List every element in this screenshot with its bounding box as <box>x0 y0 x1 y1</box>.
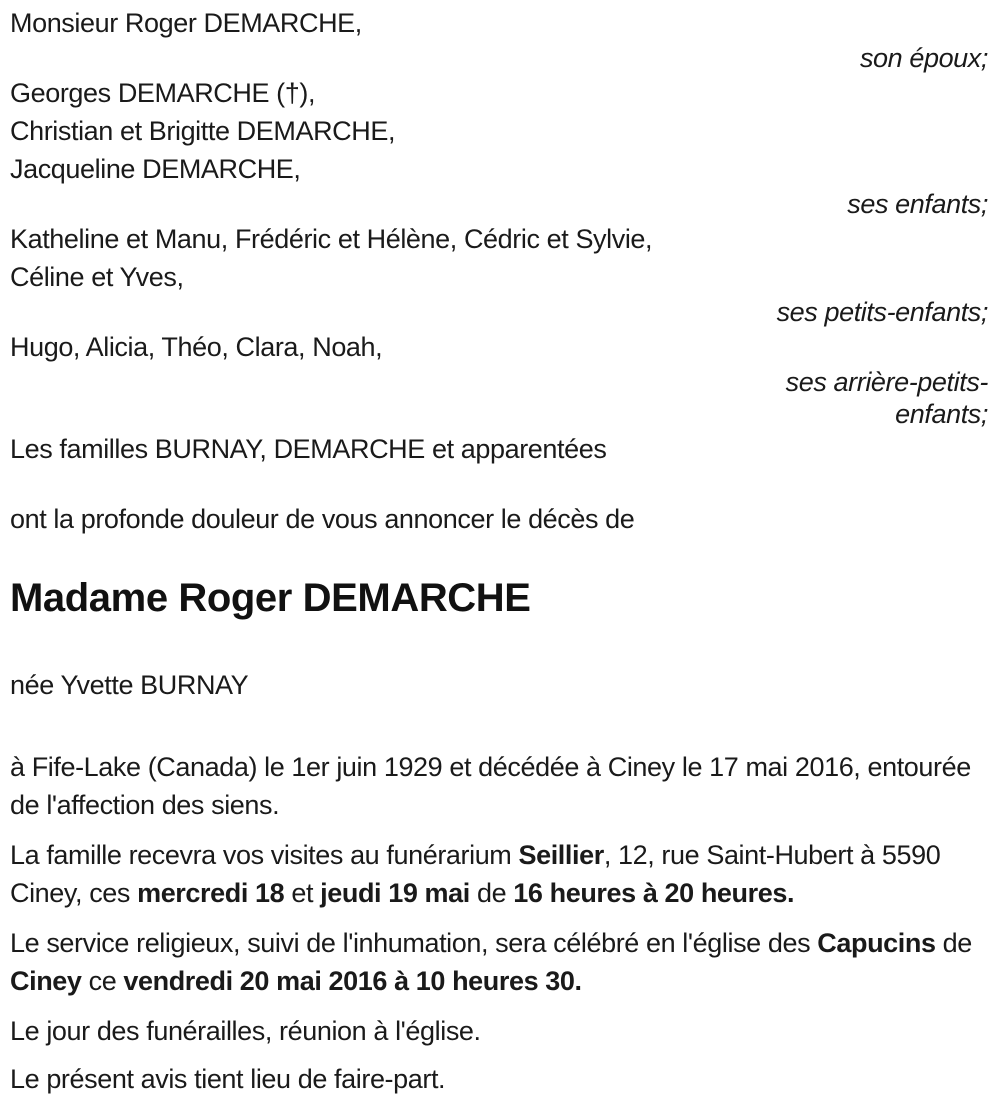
relatives-group-spouse <box>10 4 988 74</box>
relative-name-line: Katheline et Manu, Frédéric et Hélène, Cédric et Sylvie, <box>10 224 653 254</box>
relation-label-spouse: son époux; <box>859 43 988 73</box>
relative-name-line: Georges DEMARCHE (†), <box>10 78 316 108</box>
relation-label-great-grandchildren: ses arrière-petits-enfants; <box>785 367 988 429</box>
relatives-group-great-grandchildren <box>10 328 988 430</box>
funeral-day-line: Le jour des funérailles, réunion à l'église. <box>10 1016 481 1046</box>
relative-name-line: Hugo, Alicia, Théo, Clara, Noah, <box>10 332 383 362</box>
relative-name-line: Céline et Yves, <box>10 262 184 292</box>
relative-name-line: Jacqueline DEMARCHE, <box>10 154 301 184</box>
relatives-group-grandchildren <box>10 220 988 328</box>
announcement-line: ont la profonde douleur de vous annoncer le décès de <box>10 504 635 534</box>
families-line: Les familles BURNAY, DEMARCHE et apparentées <box>10 434 607 464</box>
visitation-paragraph: La famille recevra vos visites au funérarium Seillier, 12, rue Saint-Hubert à 5590 Ciney, ces mercredi 18 et jeudi 19 mai de 16 heures à 20 heures. <box>10 840 941 908</box>
service-paragraph: Le service religieux, suivi de l'inhumation, sera célébré en l'église des Capucins de Ciney ce vendredi 20 mai 2016 à 10 heures 30. <box>10 928 972 996</box>
relation-label-grandchildren: ses petits-enfants; <box>776 297 988 327</box>
relation-label-children: ses enfants; <box>847 189 988 219</box>
relative-name-line: Christian et Brigitte DEMARCHE, <box>10 116 396 146</box>
maiden-name-line: née Yvette BURNAY <box>10 670 249 700</box>
relatives-group-children <box>10 74 988 220</box>
deceased-name-heading: Madame Roger DEMARCHE <box>10 576 531 620</box>
notice-line: Le présent avis tient lieu de faire-part. <box>10 1064 446 1094</box>
relative-name-line: Monsieur Roger DEMARCHE, <box>10 8 362 38</box>
birth-death-paragraph: à Fife-Lake (Canada) le 1er juin 1929 et décédée à Ciney le 17 mai 2016, entourée de l'affection des siens. <box>10 752 971 820</box>
